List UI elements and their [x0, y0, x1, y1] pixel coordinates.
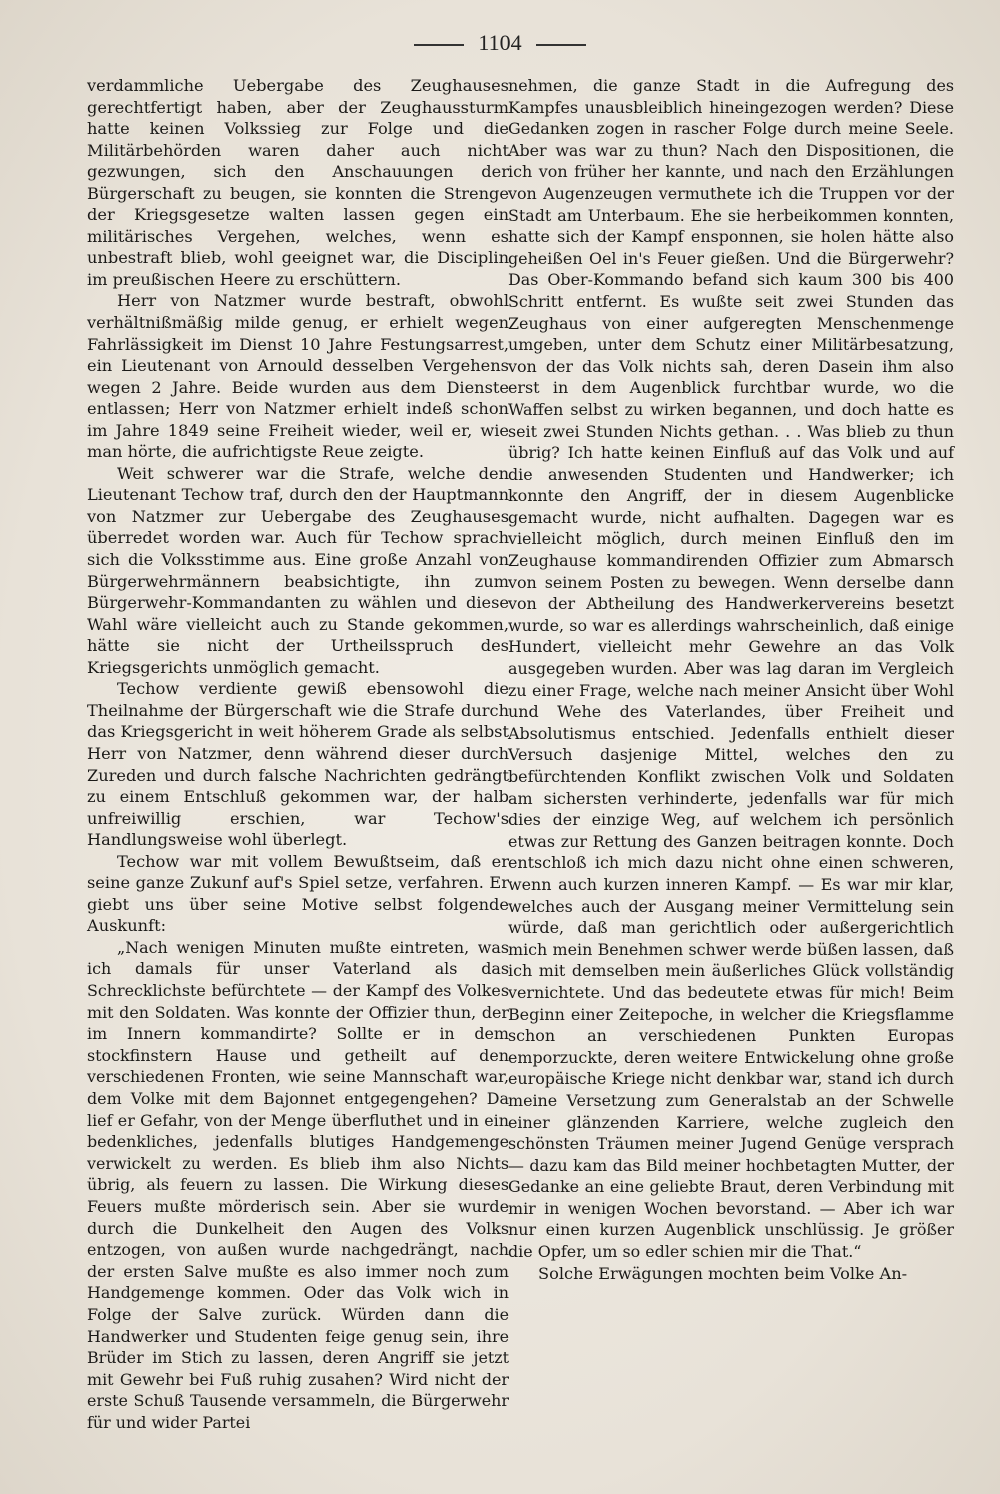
paragraph: Solche Erwägungen mochten beim Volke An-: [538, 1263, 908, 1283]
quotation-paragraph: nehmen, die ganze Stadt in die Aufregung des Kampfes unausbleiblich hineingezogen werden? Diese Gedanken zogen in rascher Folge durch meine Seele. Aber was war zu thun? Nach den Dispositionen, die ich von früher her kannte, und nach den Erzählungen von Augenzeugen vermuthete ich die Truppen vor der Stadt am Unterbaum. Ehe sie herbeikommen konnten, hatte sich der Kampf ensponnen, sie holen hätte also geheißen Oel in's Feuer gießen. Und die Bürgerwehr? Das Ober-Kommando befand sich kaum 300 bis 400 Schritt entfernt. Es wußte seit zwei Stunden das Zeughaus von einer aufgeregten Menschenmenge umgeben, unter dem Schutz einer Militärbesatzung, von der das Volk nichts sah, deren Dasein ihm also erst in dem Augenblick furchtbar wurde, wo die Waffen selbst zu wirken begannen, und doch hatte es seit zwei Stunden Nichts gethan. . . Was blieb zu thun übrig? Ich hatte keinen Einfluß auf das Volk und auf die anwesenden Studenten und Handwerker; ich konnte den Angriff, der in diesem Augenblicke gemacht wurde, nicht aufhalten. Dagegen war es vielleicht möglich, durch meinen Einfluß den im Zeughause kommandirenden Offizier zum Abmarsch von seinem Posten zu bewegen. Wenn derselbe dann von der Abtheilung des Handwerkervereins besetzt wurde, so war es allerdings wahrscheinlich, daß einige Hundert, vielleicht mehr Gewehre an das Volk ausgegeben wurden. Aber was lag daran im Vergleich zu einer Frage, welche nach meiner Ansicht über Wohl und Wehe des Vaterlandes, über Freiheit und Absolutismus entschied. Jedenfalls enthielt dieser Versuch dasjenige Mittel, welches den zu befürchtenden Konflikt zwischen Volk und Soldaten am sichersten verhinderte, jedenfalls war für mich dies der einzige Weg, auf welchem ich persönlich etwas zur Rettung des Ganzen beitragen konnte. Doch entschloß ich mich dazu nicht ohne einen schweren, wenn auch kurzen inneren Kampf. — Es war mir klar, welches auch der Ausgang meiner Vermittelung sein würde, daß man gerichtlich oder außergerichtlich mich mein Benehmen schwer werde büßen lassen, daß ich mit demselben mein äußerliches Glück vollständig vernichtete. Und das bedeutete etwas für mich! Beim Beginn einer Zeitepoche, in welcher die Kriegsflamme schon an verschiedenen Punkten Europas emporzuckte, deren weitere Entwickelung ohne große europäische Kriege nicht denkbar war, stand ich durch meine Versetzung zum Generalstab an der Schwelle einer glänzenden Karriere, welche zugleich den schönsten Träumen meiner Jugend Genüge versprach — dazu kam das Bild meiner hochbetagten Mutter, der Gedanke an eine geliebte Braut, deren Verbindung mit mir in wenigen Wochen bevorstand. — Aber ich war nur einen kurzen Augenblick unschlüssig. Je größer die Opfer, um so edler schien mir die That.“: [508, 76, 954, 1262]
page-number: 1104: [478, 30, 522, 55]
paragraph: Techow verdiente gewiß ebensowohl die Theilnahme der Bürgerschaft wie die Strafe durch das Kriegsgericht in weit höherem Grade als selbst Herr von Natzmer, denn während dieser durch Zureden und durch falsche Nachrichten gedrängt zu einem Entschluß gekommen war, der halb unfreiwillig erschien, war Techow's Handlungsweise wohl überlegt.: [87, 679, 509, 850]
page-header: [0, 30, 1000, 56]
paragraph: Herr von Natzmer wurde bestraft, obwohl verhältnißmäßig milde genug, er erhielt wegen Fahrlässigkeit im Dienst 10 Jahre Festungsarrest, ein Lieutenant von Arnould desselben Vergehens wegen 2 Jahre. Beide wurden aus dem Dienste entlassen; Herr von Natzmer erhielt indeß schon im Jahre 1849 seine Freiheit wieder, weil er, wie man hörte, die aufrichtigste Reue zeigte.: [87, 291, 509, 462]
right-text-column: [508, 75, 954, 1284]
quotation-paragraph: „Nach wenigen Minuten mußte eintreten, was ich damals für unser Vaterland als das Schrecklichste befürchtete — der Kampf des Volkes mit den Soldaten. Was konnte der Offizier thun, der im Innern kommandirte? Sollte er in dem stockfinstern Hause und getheilt auf den verschiedenen Fronten, wie seine Mannschaft war, dem Volke mit dem Bajonnet entgegengehen? Da lief er Gefahr, von der Menge überfluthet und in ein bedenkliches, jedenfalls blutiges Handgemenge verwickelt zu werden. Es blieb ihm also Nichts übrig, als feuern zu lassen. Die Wirkung dieses Feuers mußte mörderisch sein. Aber sie wurde durch die Dunkelheit den Augen des Volks entzogen, von außen wurde nachgedrängt, nach der ersten Salve mußte es also immer noch zum Handgemenge kommen. Oder das Volk wich in Folge der Salve zurück. Würden dann die Handwerker und Studenten feige genug sein, ihre Brüder im Stich zu lassen, deren Angriff sie jetzt mit Gewehr bei Fuß ruhig zusahen? Wird nicht der erste Schuß Tausende versammeln, die Bürgerwehr für und wider Partei: [87, 937, 509, 1432]
left-text-column: [87, 75, 509, 1434]
paragraph: Weit schwerer war die Strafe, welche den Lieutenant Techow traf, durch den der Hauptmann von Natzmer zur Uebergabe des Zeughauses überredet worden war. Auch für Techow sprach sich die Volksstimme aus. Eine große Anzahl von Bürgerwehrmännern beabsichtigte, ihn zum Bürgerwehr-Kommandanten zu wählen und diese Wahl wäre vielleicht auch zu Stande gekommen, hätte sie nicht der Urtheilsspruch des Kriegsgerichts unmöglich gemacht.: [87, 463, 509, 677]
header-rule-left: [414, 44, 464, 46]
paragraph: verdammliche Uebergabe des Zeughauses gerechtfertigt haben, aber der Zeughaussturm hatte keinen Volkssieg zur Folge und die Militärbehörden waren daher auch nicht gezwungen, sich den Anschauungen der Bürgerschaft zu beugen, sie konnten die Strenge der Kriegsgesetze walten lassen gegen ein militärisches Vergehen, welches, wenn es unbestraft blieb, wohl geeignet war, die Disciplin im preußischen Heere zu erschüttern.: [87, 76, 509, 289]
header-rule-right: [536, 44, 586, 46]
paragraph: Techow war mit vollem Bewußtseim, daß er seine ganze Zukunf auf's Spiel setze, verfahren. Er giebt uns über seine Motive selbst folgende Auskunft:: [87, 851, 509, 936]
